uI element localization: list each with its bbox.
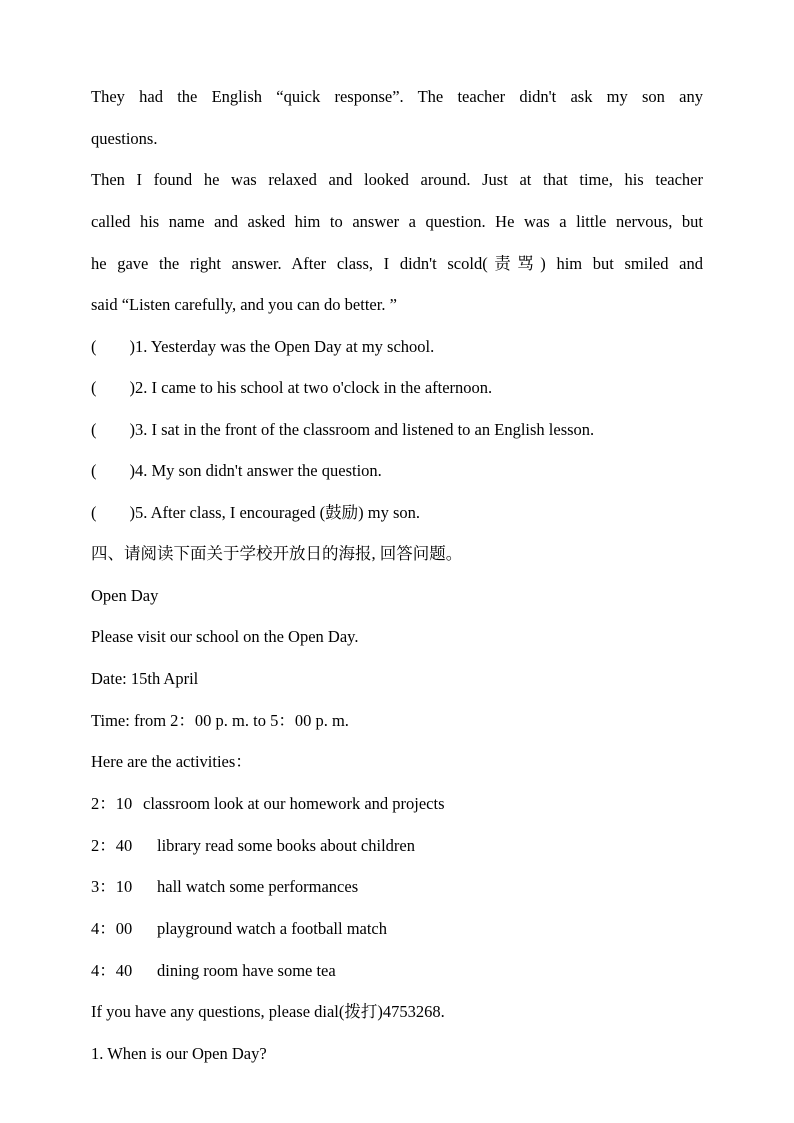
poster-time: Time: from 2：00 p. m. to 5：00 p. m. <box>91 711 349 730</box>
schedule-activity: classroom look at our homework and projects <box>143 794 445 813</box>
answer-blank[interactable]: ( ) <box>91 503 135 522</box>
poster-date: Date: 15th April <box>91 669 199 688</box>
passage-line: They had the English “quick response”. The teacher didn't ask my son any <box>91 87 703 106</box>
tf-question: ( ) 1. Yesterday was the Open Day at my school. <box>91 337 435 356</box>
schedule-row <box>91 961 336 981</box>
schedule-row <box>91 836 415 856</box>
comprehension-question: 1. When is our Open Day? <box>91 1044 267 1063</box>
passage-line: he gave the right answer. After class, I didn't scold(责骂) him but smiled and <box>91 254 703 273</box>
answer-blank[interactable]: ( ) <box>91 337 135 356</box>
answer-blank[interactable]: ( ) <box>91 420 135 439</box>
schedule-activity: library read some books about children <box>157 836 415 855</box>
passage-line: questions. <box>91 129 158 148</box>
schedule-time: 4：40 <box>91 961 133 980</box>
schedule-activity: hall watch some performances <box>157 877 359 896</box>
poster-title: Open Day <box>91 586 159 605</box>
schedule-time: 2：40 <box>91 836 133 855</box>
schedule-row <box>91 877 358 897</box>
schedule-row <box>91 794 445 814</box>
answer-blank[interactable]: ( ) <box>91 378 135 397</box>
answer-blank[interactable]: ( ) <box>91 461 135 480</box>
tf-question: ( ) 2. I came to his school at two o'clock in the afternoon. <box>91 378 493 397</box>
section-heading: 四、请阅读下面关于学校开放日的海报, 回答问题。 <box>91 544 463 563</box>
passage-line: called his name and asked him to answer a question. He was a little nervous, but <box>91 212 703 231</box>
schedule-activity: dining room have some tea <box>157 961 336 980</box>
passage-line: said “Listen carefully, and you can do better. ” <box>91 295 397 314</box>
passage-line: Then I found he was relaxed and looked around. Just at that time, his teacher <box>91 170 703 189</box>
poster-contact: If you have any questions, please dial(拨打)4753268. <box>91 1002 445 1021</box>
schedule-activity: playground watch a football match <box>157 919 388 938</box>
tf-question: ( ) 3. I sat in the front of the classroom and listened to an English lesson. <box>91 420 595 439</box>
schedule-time: 2：10 <box>91 794 133 813</box>
schedule-row <box>91 919 387 939</box>
poster-invite: Please visit our school on the Open Day. <box>91 627 359 646</box>
schedule-time: 3：10 <box>91 877 133 896</box>
document-page <box>91 0 703 1123</box>
tf-question: ( ) 5. After class, I encouraged (鼓励) my son. <box>91 503 421 522</box>
poster-activities-intro: Here are the activities： <box>91 752 252 771</box>
schedule-time: 4：00 <box>91 919 133 938</box>
tf-question: ( ) 4. My son didn't answer the question. <box>91 461 382 480</box>
